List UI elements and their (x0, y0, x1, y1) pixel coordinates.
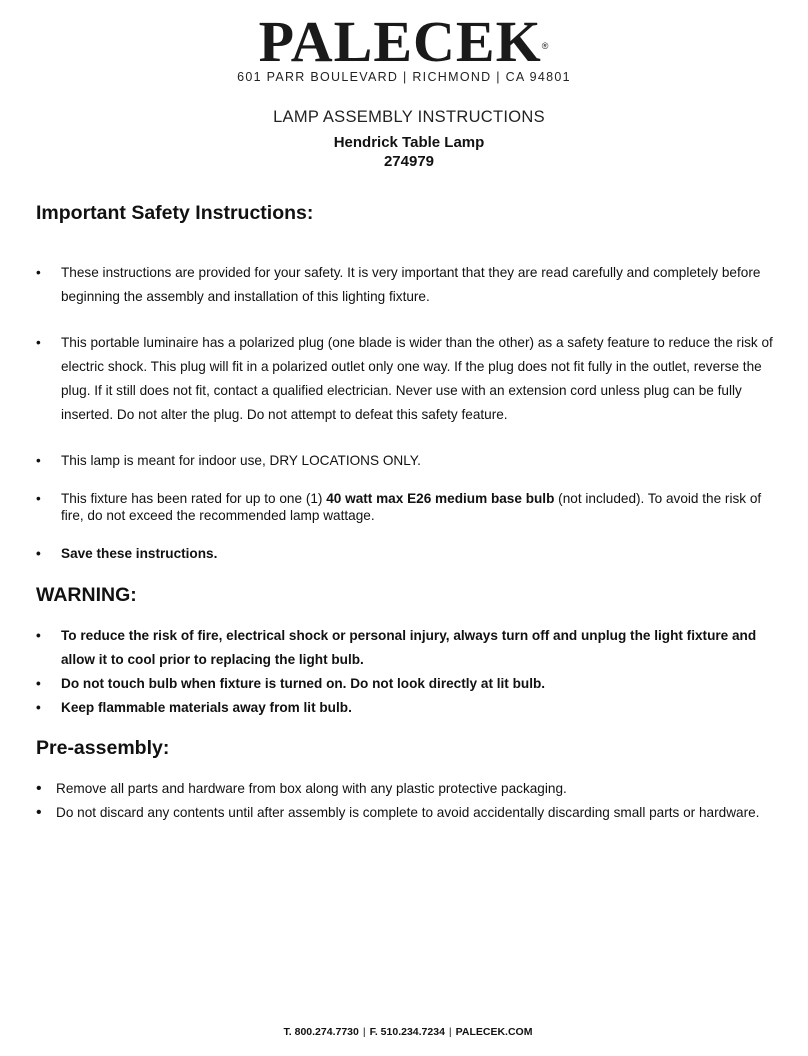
rating-suffix: (not included). To avoid the risk of fire, do not exceed the recommended lamp wattage. (61, 491, 762, 523)
safety-list (36, 261, 776, 309)
brand-name: PALECEK (258, 9, 542, 74)
brand-logo (0, 9, 808, 74)
footer-phone: T. 800.274.7730 (283, 1026, 359, 1038)
safety-list (36, 490, 776, 524)
rating-bulb: 40 watt max E26 medium base bulb (326, 491, 555, 506)
warning-list (36, 624, 776, 720)
registered-mark: ® (541, 41, 550, 51)
safety-list (36, 542, 776, 566)
warning-item: • To reduce the risk of fire, electrical shock or personal injury, always turn off and unplug the light fixture and allow it to cool prior to replacing the light bulb. (36, 624, 776, 672)
preassembly-heading: Pre-assembly: (36, 737, 170, 759)
product-number: 274979 (383, 153, 435, 170)
safety-list (36, 331, 776, 427)
rating-prefix: This fixture has been rated for up to one (1) (61, 491, 327, 506)
company-address: 601 PARR BOULEVARD | RICHMOND | CA 94801 (237, 70, 571, 84)
warning-heading: WARNING: (36, 584, 137, 606)
safety-list (36, 449, 776, 473)
safety-heading: Important Safety Instructions: (36, 202, 314, 224)
preassembly-item: • Remove all parts and hardware from box along with any plastic protective packaging. (36, 777, 776, 801)
product-name: Hendrick Table Lamp (333, 134, 485, 151)
warning-item: • Keep flammable materials away from lit bulb. (36, 696, 776, 720)
preassembly-item: • Do not discard any contents until after assembly is complete to avoid accidentally discarding small parts or hardware. (36, 801, 776, 825)
rating-item (36, 490, 776, 524)
footer-separator: | (448, 1026, 452, 1038)
document-title: LAMP ASSEMBLY INSTRUCTIONS (273, 108, 545, 126)
warning-item: • Do not touch bulb when fixture is turned on. Do not look directly at lit bulb. (36, 672, 776, 696)
footer-fax: F. 510.234.7234 (369, 1026, 445, 1038)
safety-item: • This lamp is meant for indoor use, DRY LOCATIONS ONLY. (36, 449, 776, 473)
safety-item: • These instructions are provided for your safety. It is very important that they are read carefully and completely before beginning the assembly and installation of this lighting fixture. (36, 261, 776, 309)
save-instructions: • Save these instructions. (36, 542, 776, 566)
preassembly-list (36, 777, 776, 825)
footer-contact (0, 1026, 808, 1038)
footer-website: PALECEK.COM (455, 1026, 533, 1038)
footer-separator: | (362, 1026, 366, 1038)
safety-item: • This portable luminaire has a polarized plug (one blade is wider than the other) as a safety feature to reduce the risk of electric shock. This plug will fit in a polarized outlet only one way. If the plug does not fit fully in the outlet, reverse the plug. If it still does not fit, contact a qualified electrician. Never use with an extension cord unless plug can be fully inserted. Do not alter the plug. Do not attempt to defeat this safety feature. (36, 331, 776, 427)
